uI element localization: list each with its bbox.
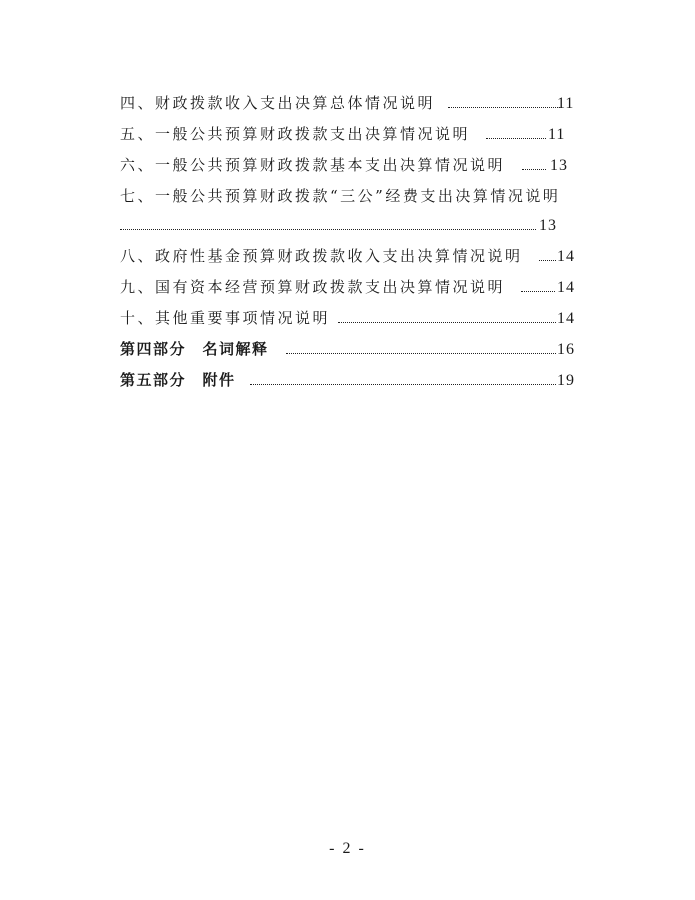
toc-entry-page: 19 [557,372,575,389]
toc-entry[interactable] [120,181,595,241]
toc-entry-page: 16 [557,341,575,358]
toc-entry[interactable] [120,272,595,303]
toc-entry-title: 八、政府性基金预算财政拨款收入支出决算情况说明 [120,247,523,265]
toc-entry-page: 14 [557,310,575,327]
toc-entry[interactable] [120,88,595,119]
toc-entry[interactable] [120,119,595,150]
toc-entry-title: 四、财政拨款收入支出决算总体情况说明 [120,94,436,112]
toc-entry-title: 十、其他重要事项情况说明 [120,309,331,327]
toc-entry-title: 七、一般公共预算财政拨款“三公”经费支出决算情况说明 [120,187,561,205]
toc-entry-page: 14 [557,279,575,296]
toc-entry[interactable] [120,334,595,365]
toc-entry[interactable] [120,365,595,396]
toc-leader-dots [250,384,556,385]
toc-leader-dots [521,291,555,292]
table-of-contents [120,88,595,396]
toc-entry-page: 13 [550,157,568,174]
toc-leader-dots [120,229,536,230]
toc-entry[interactable] [120,241,595,272]
toc-entry-title: 九、国有资本经营预算财政拨款支出决算情况说明 [120,278,506,296]
toc-leader-dots [522,169,546,170]
toc-leader-dots [539,260,556,261]
toc-leader-dots [338,322,556,323]
toc-entry-page: 13 [539,217,557,234]
toc-entry-page: 11 [557,95,575,112]
toc-entry-title: 第四部分 名词解释 [120,340,269,358]
toc-leader-dots [286,353,556,354]
toc-entry-title: 第五部分 附件 [120,371,236,389]
toc-entry[interactable] [120,303,595,334]
toc-leader-dots [486,138,546,139]
toc-entry-title: 六、一般公共预算财政拨款基本支出决算情况说明 [120,156,506,174]
toc-entry-page: 11 [548,126,566,143]
toc-entry-page: 14 [557,248,575,265]
page-number: - 2 - [329,840,366,857]
toc-leader-dots [448,107,560,108]
toc-entry[interactable] [120,150,595,181]
toc-entry-title: 五、一般公共预算财政拨款支出决算情况说明 [120,125,471,143]
